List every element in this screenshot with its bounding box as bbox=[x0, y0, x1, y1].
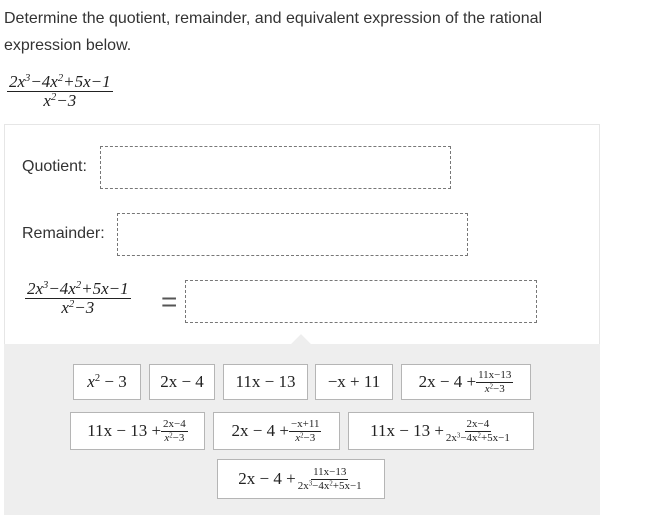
equals-sign: = bbox=[161, 286, 178, 317]
rational-expression bbox=[7, 73, 113, 110]
tile-x-squared-minus-3[interactable]: $x^2 - 3$ bbox=[73, 364, 141, 400]
tile-2x-minus-4-plus-11x-minus-13-over-cubic[interactable]: 2x − 4 + $\frac{11x-13}{2x^3-4x^2+5x-1}$ bbox=[217, 459, 385, 499]
expression-numerator: $2x^3-4x^2+5x-1$ bbox=[9, 72, 111, 91]
equivalent-expression-drop-zone[interactable] bbox=[185, 280, 537, 323]
quotient-label: Quotient: bbox=[22, 158, 87, 175]
equation-denominator: $x^2-3$ bbox=[61, 297, 95, 317]
remainder-drop-zone[interactable] bbox=[117, 213, 468, 256]
equation-numerator: $2x^3-4x^2+5x-1$ bbox=[27, 279, 129, 298]
tile-negative-x-plus-11[interactable]: −x + 11 bbox=[315, 364, 393, 400]
tile-11x-minus-13-plus-2x-minus-4-over-cubic[interactable]: 11x − 13 + $\frac{2x-4}{2x^3-4x^2+5x-1}$ bbox=[348, 412, 534, 450]
expression-denominator: $x^2-3$ bbox=[43, 90, 77, 110]
question-prompt: Determine the quotient, remainder, and equivalent expression of the rational expression below. bbox=[4, 10, 543, 54]
tile-2x-minus-4-plus-11x-minus-13-over-x2-minus-3[interactable]: 2x − 4 + $\frac{11x-13}{x^2-3}$ bbox=[401, 364, 531, 400]
tile-2x-minus-4[interactable]: 2x − 4 bbox=[149, 364, 215, 400]
remainder-label: Remainder: bbox=[22, 225, 105, 242]
quotient-drop-zone[interactable] bbox=[100, 146, 451, 189]
tile-11x-minus-13-plus-2x-minus-4-over-x2-minus-3[interactable]: 11x − 13 + $\frac{2x-4}{x^2-3}$ bbox=[70, 412, 205, 450]
tile-2x-minus-4-plus-neg-x-plus-11-over-x2-minus-3[interactable]: 2x − 4 + $\frac{-x+11}{x^2-3}$ bbox=[213, 412, 340, 450]
tile-11x-minus-13[interactable]: 11x − 13 bbox=[223, 364, 308, 400]
equation-expression bbox=[25, 280, 131, 317]
